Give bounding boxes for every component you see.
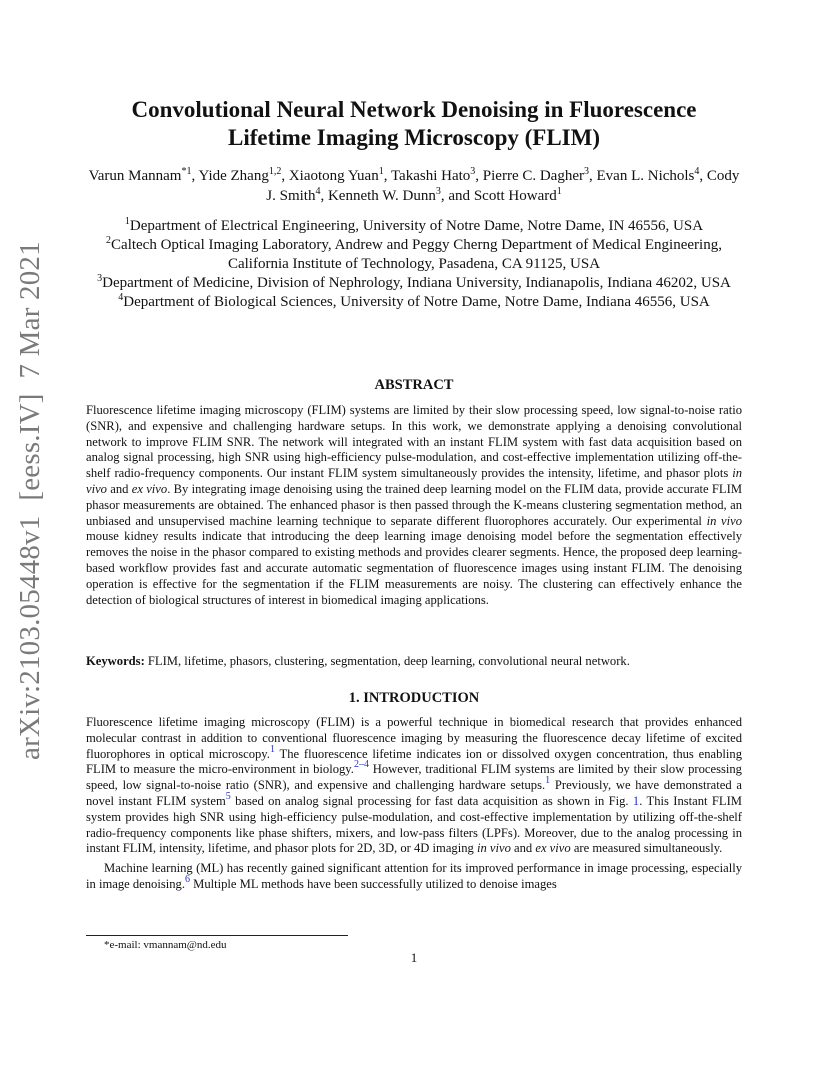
- keywords-text: FLIM, lifetime, phasors, clustering, segmentation, deep learning, convolutional neural network.: [144, 654, 630, 668]
- author: Yide Zhang$^{1,2}$,: [198, 166, 289, 184]
- author: Evan L. Nichols$^4$,: [596, 166, 707, 184]
- figure-link[interactable]: 1: [632, 793, 640, 808]
- footnote-divider: [86, 935, 348, 936]
- arxiv-identifier-stamp: arXiv:2103.05448v1 [eess.IV] 7 Mar 2021: [14, 241, 46, 760]
- author-list: [86, 166, 742, 206]
- keywords-label: Keywords:: [86, 654, 145, 668]
- affiliation: $^4$Department of Biological Sciences, University of Notre Dame, Notre Dame, Indiana 46556, USA: [118, 292, 710, 310]
- introduction-text: [86, 715, 742, 893]
- keywords: [86, 653, 742, 669]
- intro-paragraph-1: Fluorescence lifetime imaging microscopy (FLIM) is a powerful technique in biomedical research that provides enhanced molecular contrast in addition to conventional fluorescence imaging by measuring the fluorescence decay lifetime of excited fluorophores in optical microscopy.$^1$ The fluorescence lifetime indicates ion or dissolved oxygen concentration, thus enabling FLIM to measure the micro-environment in biology.$^{2-4}$ However, traditional FLIM systems are limited by their slow processing speed, low signal-to-noise ratio (SNR), and expensive and challenging hardware setups.$^1$ Previously, we have demonstrated a novel instant FLIM system$^5$ based on analog signal processing for fast data acquisition as shown in Fig. 1. This Instant FLIM system provides high SNR using high-efficiency pulse-modulation, and cost-effective implementation by utilizing off-the-shelf radio-frequency components like phase shifters, mixers, and low-pass filters (LPFs). Moreover, due to the analog processing in instant FLIM, intensity, lifetime, and phasor plots for 2D, 3D, or 4D imaging in vivo and ex vivo are measured simultaneously.: [86, 715, 743, 856]
- affiliation: $^1$Department of Electrical Engineering, University of Notre Dame, Notre Dame, IN 46556, USA: [124, 216, 704, 234]
- abstract-text: Fluorescence lifetime imaging microscopy (FLIM) systems are limited by their slow processing speed, low signal-to-noise ratio (SNR), and expensive and challenging hardware setups. In this work, we demonstrate applying a denoising convolutional network to improve FLIM SNR. The network will integrated with an instant FLIM system with fast data acquisition based on analog signal processing, high SNR using high-efficiency pulse-modulation, and cost-effective implementation utilizing off-the-shelf radio-frequency components. Our instant FLIM system simultaneously provides the intensity, lifetime, and phasor plots in vivo and ex vivo. By integrating image denoising using the trained deep learning model on the FLIM data, provide accurate FLIM phasor measurements are obtained. The enhanced phasor is then passed through the K-means clustering segmentation method, an unbiased and unsupervised machine learning technique to separate different fluorophores accurately. Our experimental in vivo mouse kidney results indicate that introducing the deep learning image denoising model before the segmentation effectively removes the noise in the phasor compared to existing methods and provides clearer segments. Hence, the proposed deep learning-based workflow provides fast and accurate automatic segmentation of fluorescence images using instant FLIM. The denoising operation is effective for the segmentation if the FLIM measurements are noisy. The clustering can effectively enhance the detection of biological structures of interest in biomedical imaging applications.: [86, 403, 743, 607]
- citation-link[interactable]: 1: [545, 775, 551, 787]
- title-line-1: Convolutional Neural Network Denoising in Fluorescence: [131, 97, 697, 122]
- citation-link[interactable]: 1: [269, 743, 275, 755]
- author: Xiaotong Yuan$^1$,: [288, 166, 391, 184]
- author: Takashi Hato$^3$,: [390, 166, 483, 184]
- author: Varun Mannam$^{*1}$,: [88, 166, 199, 184]
- title-line-2: Lifetime Imaging Microscopy (FLIM): [228, 125, 600, 150]
- citation-link[interactable]: 5: [225, 790, 231, 802]
- page-number: 1: [410, 950, 418, 965]
- citation-link[interactable]: 2–4: [353, 759, 369, 771]
- affiliation-list: [86, 217, 742, 312]
- intro-paragraph-2: Machine learning (ML) has recently gained significant attention for its improved performance in image processing, especially in image denoising.$^6$ Multiple ML methods have been successfully utilized to denoise images: [86, 861, 742, 891]
- author: Kenneth W. Dunn$^3$, and: [327, 186, 474, 204]
- citation-link[interactable]: 6: [185, 873, 190, 885]
- affiliation: $^3$Department of Medicine, Division of Nephrology, Indiana University, Indianapolis, Indiana 46202, USA: [97, 273, 731, 291]
- paper-title: [86, 96, 742, 152]
- author: Scott Howard$^1$: [473, 186, 562, 204]
- author: Cody J. Smith$^4$,: [266, 168, 740, 204]
- footnote-email: *e-mail: vmannam@nd.edu: [104, 939, 227, 951]
- introduction-heading: 1. INTRODUCTION: [348, 690, 480, 706]
- abstract-heading: ABSTRACT: [374, 377, 454, 393]
- affiliation: $^2$Caltech Optical Imaging Laboratory, Andrew and Peggy Cherng Department of Medical Engineering, California Institute of Technology, Pasadena, CA 91125, USA: [106, 235, 722, 272]
- author: Pierre C. Dagher$^3$,: [482, 166, 597, 184]
